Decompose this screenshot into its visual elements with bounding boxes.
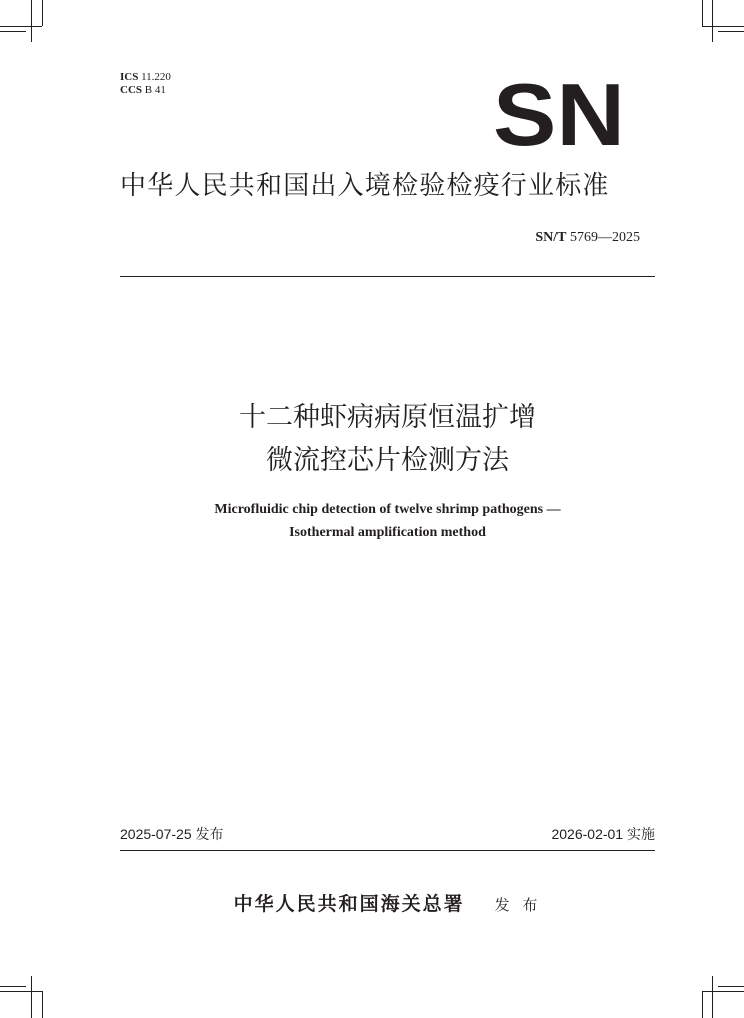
crop-mark xyxy=(0,991,42,992)
crop-mark xyxy=(0,986,26,987)
ccs-label: CCS xyxy=(120,84,143,96)
standard-code-prefix: SN/T xyxy=(535,230,567,245)
title-zh-line1: 十二种虾病病原恒温扩增 xyxy=(239,402,536,433)
sn-logo xyxy=(493,80,625,148)
crop-mark xyxy=(702,0,703,26)
crop-mark xyxy=(718,31,744,32)
crop-mark xyxy=(712,0,713,42)
standard-code-number: 5769—2025 xyxy=(570,230,640,245)
issuing-authority xyxy=(120,889,655,916)
crop-mark xyxy=(42,991,43,1018)
crop-mark xyxy=(712,976,713,1018)
ccs-code xyxy=(120,84,171,97)
footer-divider xyxy=(120,850,655,851)
title-zh-line2: 微流控芯片检测方法 xyxy=(266,445,509,476)
title-en-line1: Microfluidic chip detection of twelve shrimp pathogens — xyxy=(214,502,561,517)
crop-mark xyxy=(0,31,26,32)
implementation-date: 2026-02-01 实施 xyxy=(551,826,655,842)
industry-standard-title: 中华人民共和国出入境检验检疫行业标准 xyxy=(120,171,610,201)
crop-mark xyxy=(702,26,744,27)
header-divider xyxy=(120,276,655,277)
classification-codes xyxy=(120,71,171,97)
issue-date: 2025-07-25 发布 xyxy=(120,826,224,842)
standard-code xyxy=(535,230,640,246)
crop-mark xyxy=(31,976,32,1018)
ics-value: 11.220 xyxy=(141,71,171,83)
ics-code xyxy=(120,71,171,84)
ics-label: ICS xyxy=(120,71,139,83)
issuer-action: 发 布 xyxy=(494,896,542,914)
crop-mark xyxy=(718,986,744,987)
sn-logo-text: SN xyxy=(493,80,625,148)
crop-mark xyxy=(31,0,32,42)
ccs-value: B 41 xyxy=(144,84,166,96)
title-en-line2: Isothermal amplification method xyxy=(289,525,486,540)
crop-mark xyxy=(702,991,703,1018)
crop-mark xyxy=(42,0,43,26)
crop-mark xyxy=(702,991,744,992)
issuer-name: 中华人民共和国海关总署 xyxy=(233,893,465,915)
crop-mark xyxy=(0,26,42,27)
